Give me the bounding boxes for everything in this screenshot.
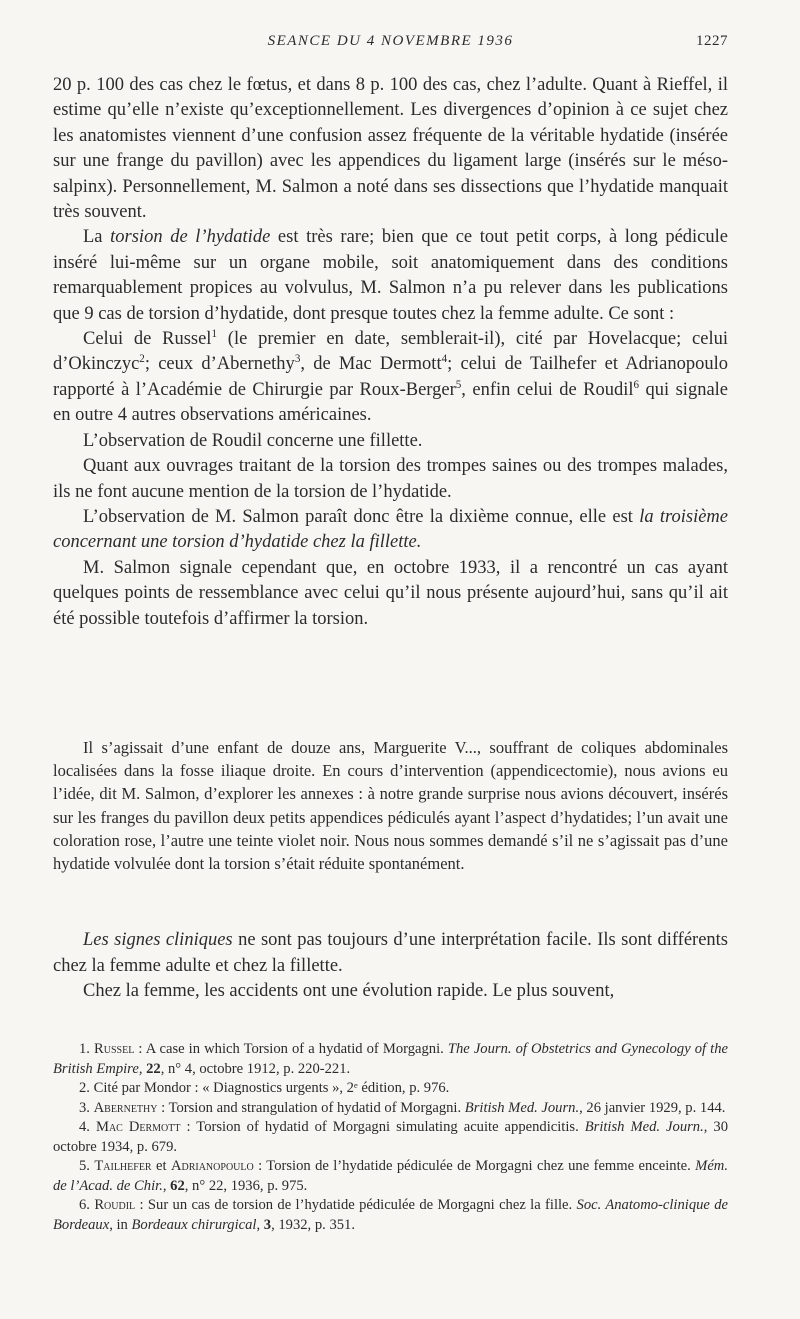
- footnote-ref-6[interactable]: 6: [633, 378, 640, 391]
- paragraph-salmon-case: L’observation de M. Salmon paraît donc être la dixième connue, elle est la troisième concernant une torsion d’hydatide chez la fillette.: [53, 506, 728, 553]
- paragraph-adult-woman: Chez la femme, les accidents ont une évolution rapide. Le plus souvent,: [83, 981, 615, 1002]
- footnote-3: 3. Abernethy : Torsion and strangulation of hydatid of Morgagni. British Med. Journ., 26 janvier 1929, p. 144.: [79, 1099, 726, 1116]
- paragraph-roudil: L’observation de Roudil concerne une fillette.: [83, 430, 423, 451]
- footnote-5: 5. Tailhefer et Adrianopoulo : Torsion de l’hydatide pédiculée de Morgagni chez une femme enceinte. Mém. de l’Acad. de Chir., 62, n° 22, 1936, p. 975.: [53, 1158, 728, 1194]
- footnote-author: Adrianopoulo: [170, 1158, 254, 1174]
- emphasis-torsion: torsion de l’hydatide: [110, 227, 271, 248]
- footnote-author: Mac Dermott: [95, 1119, 181, 1135]
- footnote-ref-1[interactable]: 1: [211, 327, 217, 340]
- paragraph-1933-case: M. Salmon signale cependant que, en octobre 1933, il a rencontré un cas ayant quelques points de ressemblance avec celui qu’il nous présente aujourd’hui, sans qu’il ait été possible toutefois d’affirmer la torsion.: [53, 557, 728, 629]
- footnote-2: 2. Cité par Mondor : « Diagnostics urgents », 2ᵉ édition, p. 976.: [79, 1080, 450, 1096]
- running-title: SEANCE DU 4 NOVEMBRE 1936: [267, 33, 514, 49]
- page-number: 1227: [696, 33, 728, 49]
- running-header: [53, 33, 728, 53]
- main-text-continued: [53, 928, 728, 1005]
- footnote-ref-2[interactable]: 2: [139, 353, 145, 366]
- main-text: [53, 73, 728, 632]
- case-report: [53, 736, 728, 875]
- paragraph-prevalence: 20 p. 100 des cas chez le fœtus, et dans 8 p. 100 des cas, chez l’adulte. Quant à Rieffel, il estime qu’elle n’existe qu’exceptionnellement. Les divergences d’opinion à ce sujet chez les anatomistes viennent d’une confusion assez fréquente de la véritable hydatide (insérée sur une frange du pavillon) avec les appendices du ligament large (insérés sur le méso-salpinx). Personnellement, M. Salmon a noté dans ses dissections que l’hydatide manquait très souvent.: [53, 75, 728, 223]
- paragraph-case-list: Celui de Russel$^1$ (le premier en date, semblerait-il), cité par Hovelacque; celui d’Okinczyc$^2$; ceux d’Abernethy$^3$, de Mac Dermott$^4$; celui de Tailhefer et Adrianopoulo rapporté à l’Académie de Chirurgie par Roux-Berger$^5$, enfin celui de Roudil$^6$ qui signale en outre 4 autres observations américaines.: [53, 327, 729, 426]
- footnote-ref-5[interactable]: 5: [455, 378, 462, 391]
- footnote-author: Roudil: [94, 1197, 136, 1213]
- footnotes: [53, 1040, 728, 1235]
- footnote-author: Tailhefer: [94, 1158, 152, 1174]
- case-report-text: Il s’agissait d’une enfant de douze ans, Marguerite V..., souffrant de coliques abdominales localisées dans la fosse iliaque droite. En cours d’intervention (appendicectomie), nous avions eu l’idée, dit M. Salmon, d’explorer les annexes : à notre grande surprise nous avions découvert, insérés sur les franges du pavillon deux petits appendices pédiculés ayant l’aspect d’hydatides; l’un avait une coloration rose, l’autre une teinte violet noir. Nous nous sommes demandé s’il ne s’agissait pas d’une hydatide volvulée dont la torsion s’était réduite spontanément.: [53, 738, 728, 874]
- footnote-author: Russel: [94, 1041, 135, 1057]
- footnote-author: Abernethy: [93, 1099, 158, 1116]
- paragraph-literature: Quant aux ouvrages traitant de la torsion des trompes saines ou des trompes malades, ils ne font aucune mention de la torsion de l’hydatide.: [53, 456, 728, 502]
- footnote-ref-4[interactable]: 4: [441, 353, 448, 366]
- footnote-6: 6. Roudil : Sur un cas de torsion de l’hydatide pédiculée de Morgagni chez la fille. Soc. Anatomo-clinique de Bordeaux, in Bordeaux chirurgical, 3, 1932, p. 351.: [53, 1197, 729, 1233]
- paragraph-torsion-rarity: La torsion de l’hydatide est très rare; bien que ce tout petit corps, à long pédicule inséré lui-même sur un organe mobile, soit anatomiquement dans des conditions remarquablement propices au volvulus, M. Salmon n’a pu relever dans les publications que 9 cas de torsion d’hydatide, dont presque toutes chez la femme adulte. Ce sont :: [53, 227, 728, 324]
- footnote-1: 1. Russel : A case in which Torsion of a hydatid of Morgagni. The Journ. of Obstetrics and Gynecology of the British Empire, 22, n° 4, octobre 1912, p. 220-221.: [53, 1041, 729, 1077]
- emphasis-third-case: la troisième concernant une torsion d’hydatide chez la fillette.: [53, 506, 728, 553]
- footnote-ref-3[interactable]: 3: [294, 353, 301, 366]
- footnote-4: 4. Mac Dermott : Torsion of hydatid of Morgagni simulating acuite appendicitis. British Med. Journ., 30 octobre 1934, p. 679.: [53, 1119, 729, 1155]
- emphasis-clinical-signs: Les signes cliniques: [83, 930, 233, 950]
- paragraph-clinical-signs: Les signes cliniques ne sont pas toujours d’une interprétation facile. Ils sont différents chez la femme adulte et chez la fillette.: [53, 930, 728, 976]
